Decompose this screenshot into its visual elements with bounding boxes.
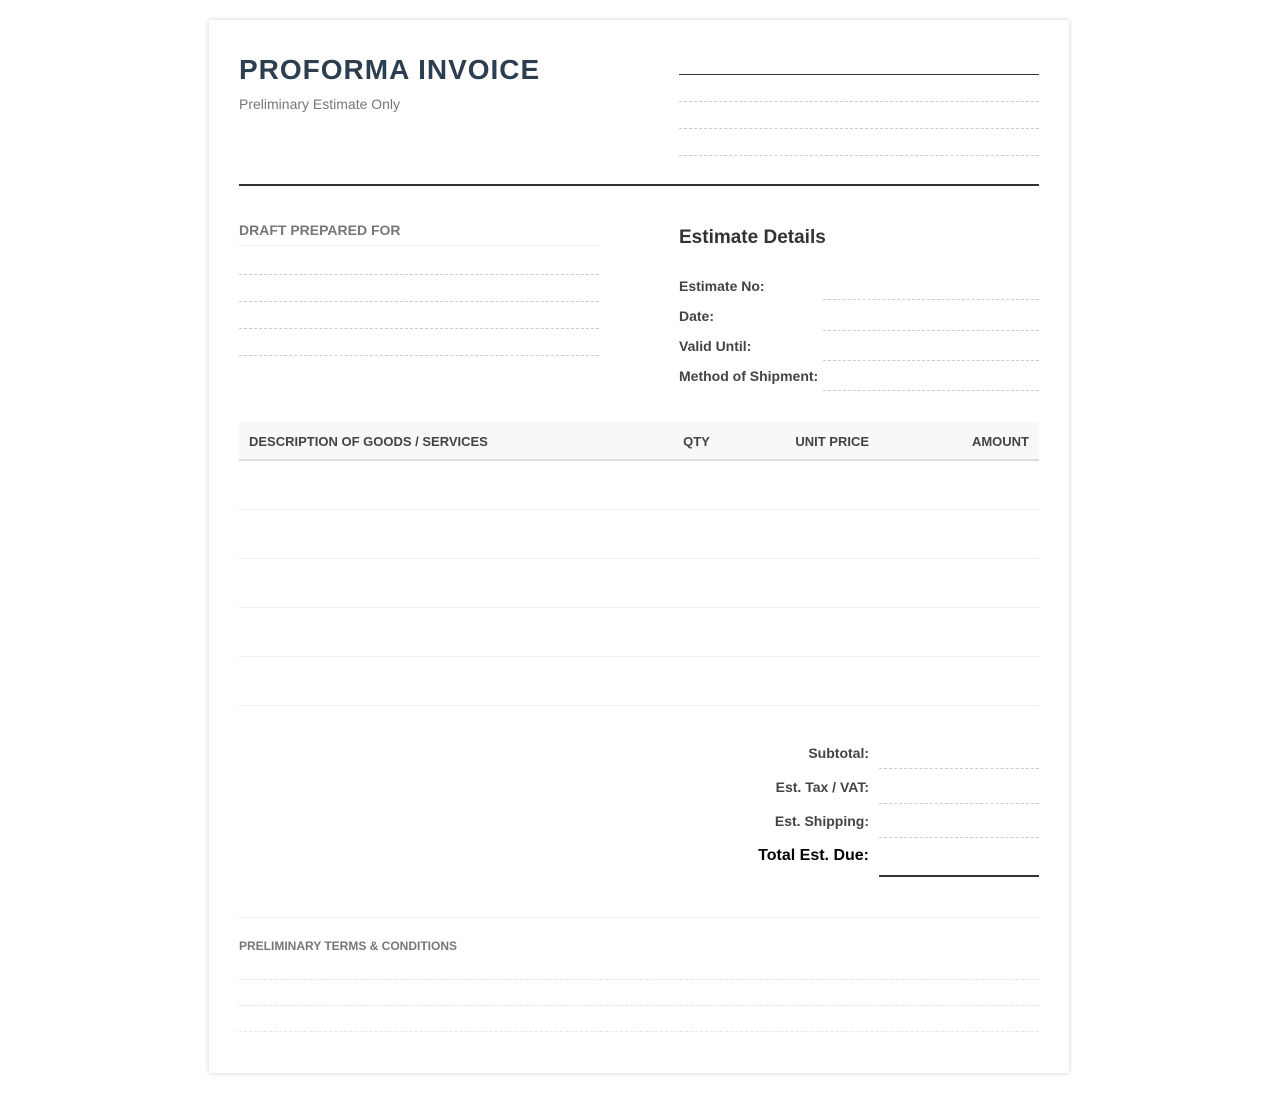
page-title: PROFORMA INVOICE xyxy=(239,54,541,85)
terms-label: PRELIMINARY TERMS & CONDITIONS xyxy=(239,939,458,953)
company-contact-line[interactable] xyxy=(679,155,1039,156)
terms-divider xyxy=(239,917,1039,918)
client-line[interactable] xyxy=(239,274,599,275)
tax-field[interactable] xyxy=(879,803,1039,804)
tax-label: Est. Tax / VAT: xyxy=(775,779,869,795)
subtotal-label: Subtotal: xyxy=(808,745,869,761)
total-due-field[interactable] xyxy=(879,875,1039,877)
date-field[interactable] xyxy=(823,330,1039,331)
total-due-label: Total Est. Due: xyxy=(758,847,869,864)
page-subtitle: Preliminary Estimate Only xyxy=(239,96,401,112)
company-address-line[interactable] xyxy=(679,101,1039,102)
table-row[interactable] xyxy=(239,657,1039,706)
items-table-header xyxy=(239,422,1039,461)
valid-until-field[interactable] xyxy=(823,360,1039,361)
table-row[interactable] xyxy=(239,559,1039,608)
table-row[interactable] xyxy=(239,510,1039,559)
terms-line[interactable] xyxy=(239,1031,1039,1032)
terms-line[interactable] xyxy=(239,979,1039,980)
table-row[interactable] xyxy=(239,608,1039,657)
header-divider xyxy=(239,184,1039,186)
prepared-for-divider xyxy=(239,245,599,246)
estimate-details-title: Estimate Details xyxy=(679,227,826,248)
shipment-method-label: Method of Shipment: xyxy=(679,368,819,384)
subtotal-field[interactable] xyxy=(879,768,1039,769)
date-label: Date: xyxy=(679,308,715,324)
terms-line[interactable] xyxy=(239,1005,1039,1006)
column-header-description: DESCRIPTION OF GOODS / SERVICES xyxy=(249,434,488,449)
shipping-label: Est. Shipping: xyxy=(774,813,869,829)
invoice-page xyxy=(209,20,1069,1073)
client-line[interactable] xyxy=(239,301,599,302)
company-name-line[interactable] xyxy=(679,74,1039,75)
column-header-unit-price: UNIT PRICE xyxy=(795,434,869,449)
client-line[interactable] xyxy=(239,328,599,329)
prepared-for-label: DRAFT PREPARED FOR xyxy=(239,222,401,238)
shipping-field[interactable] xyxy=(879,837,1039,838)
table-row[interactable] xyxy=(239,461,1039,510)
shipment-method-field[interactable] xyxy=(823,390,1039,391)
estimate-no-field[interactable] xyxy=(823,299,1039,300)
client-line[interactable] xyxy=(239,355,599,356)
valid-until-label: Valid Until: xyxy=(679,338,752,354)
column-header-qty: QTY xyxy=(683,434,710,449)
column-header-amount: AMOUNT xyxy=(971,434,1029,449)
estimate-no-label: Estimate No: xyxy=(679,278,765,294)
company-address-line[interactable] xyxy=(679,128,1039,129)
